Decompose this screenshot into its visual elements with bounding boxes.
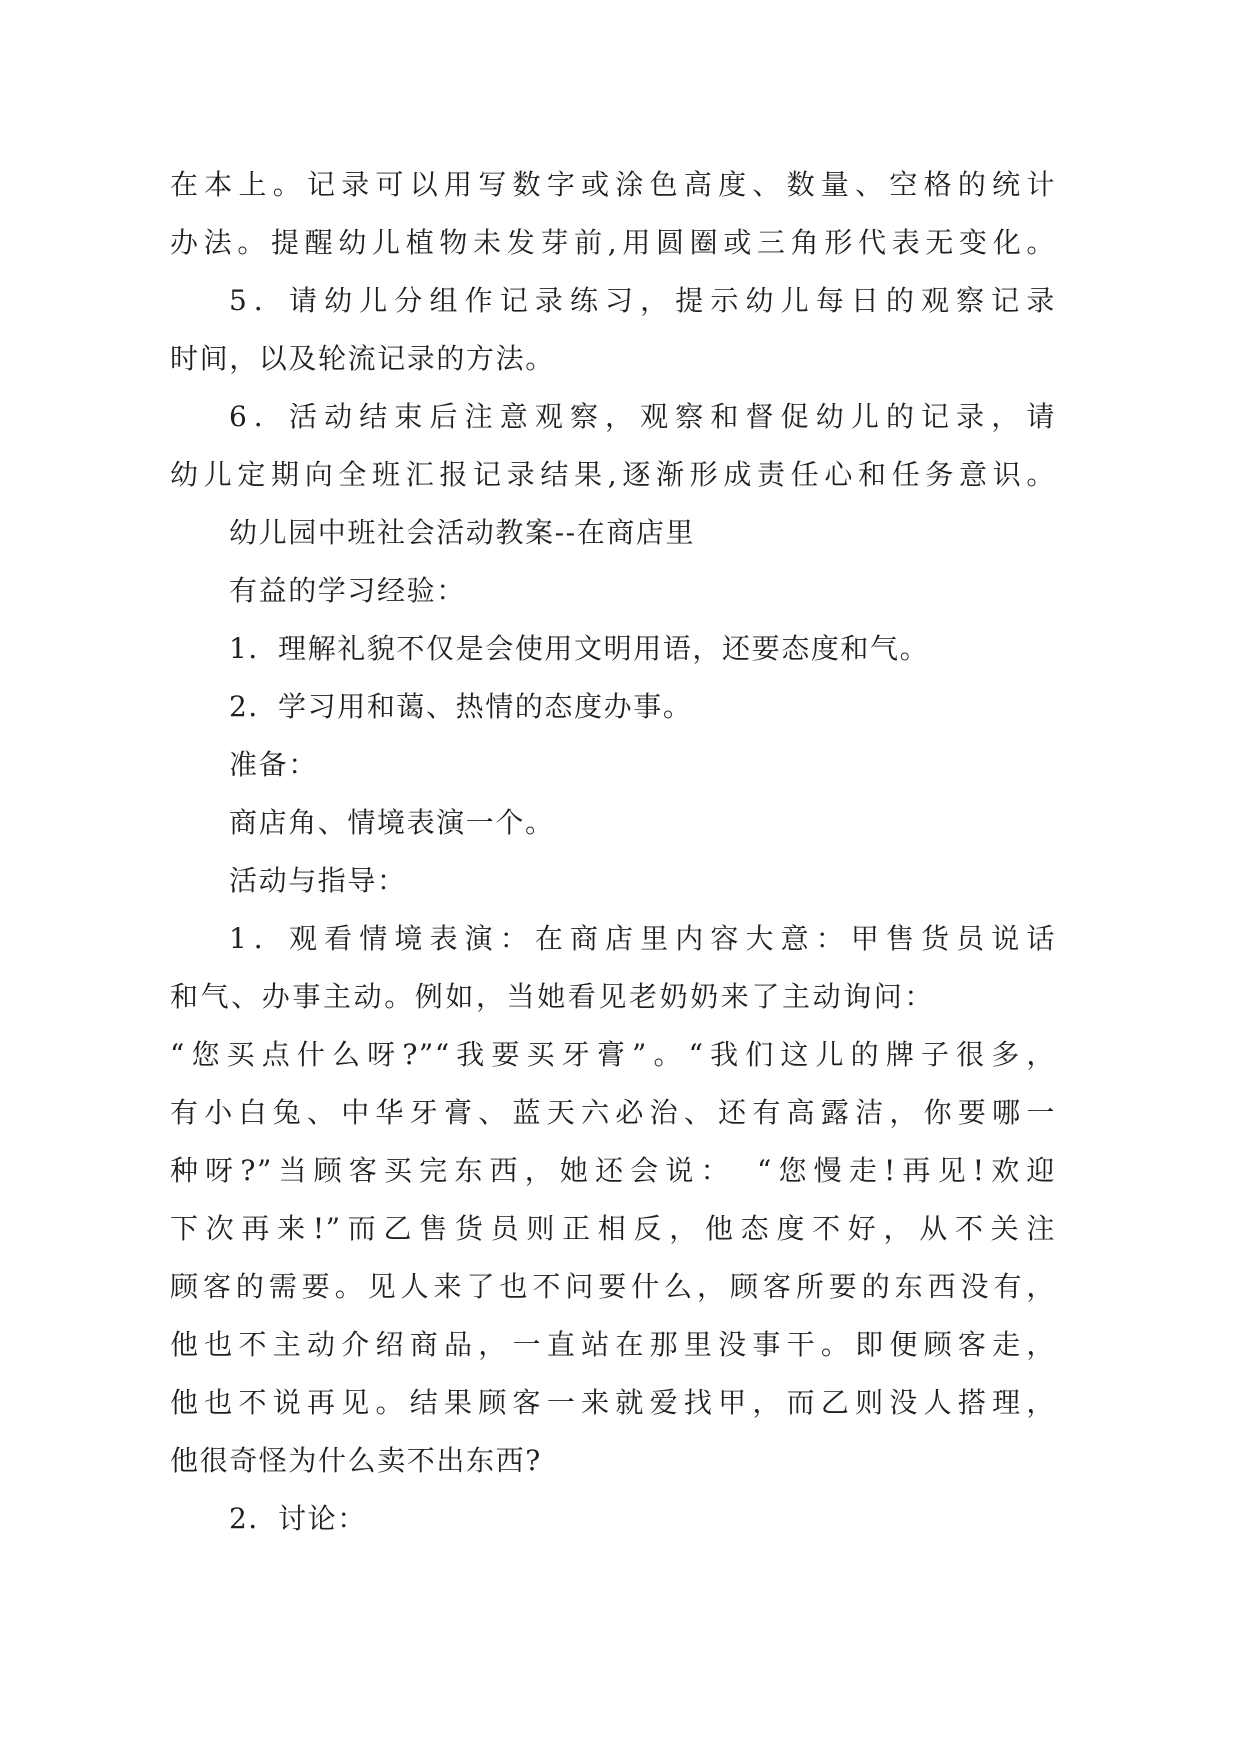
section-heading-learning-experience: 有益的学习经验： <box>229 574 466 607</box>
paragraph-line: 和气、办事主动。例如，当她看见老奶奶来了主动询问： <box>170 980 936 1013</box>
step-6-line: 6．活动结束后注意观察，观察和督促幼儿的记录，请 <box>229 400 1056 433</box>
paragraph-line: 幼儿定期向全班汇报记录结果,逐渐形成责任心和任务意识。 <box>170 458 1056 491</box>
paragraph-line: “您买点什么呀?”“我要买牙膏”。“我们这儿的牌子很多， <box>170 1038 1056 1071</box>
activity-step-2-heading: 2．讨论： <box>229 1502 367 1535</box>
paragraph-line: 他很奇怪为什么卖不出东西? <box>170 1444 542 1477</box>
paragraph-line: 他也不说再见。结果顾客一来就爱找甲，而乙则没人搭理， <box>170 1386 1056 1419</box>
section-heading-preparation: 准备： <box>229 748 318 781</box>
goal-item-2: 2．学习用和蔼、热情的态度办事。 <box>229 690 693 723</box>
document-body <box>170 156 1056 1548</box>
goal-item-1: 1．理解礼貌不仅是会使用文明用语，还要态度和气。 <box>229 632 930 665</box>
paragraph-line: 在本上。记录可以用写数字或涂色高度、数量、空格的统计 <box>170 168 1056 201</box>
step-5-line: 5．请幼儿分组作记录练习，提示幼儿每日的观察记录 <box>229 284 1056 317</box>
activity-step-1-line: 1．观看情境表演：在商店里内容大意：甲售货员说话 <box>229 922 1056 955</box>
lesson-title: 幼儿园中班社会活动教案--在商店里 <box>229 516 696 549</box>
paragraph-line: 办法。提醒幼儿植物未发芽前,用圆圈或三角形代表无变化。 <box>170 226 1056 259</box>
section-heading-activity-guidance: 活动与指导： <box>229 864 407 897</box>
paragraph-line: 下次再来!”而乙售货员则正相反，他态度不好，从不关注 <box>170 1212 1056 1245</box>
paragraph-line: 时间，以及轮流记录的方法。 <box>170 342 555 375</box>
paragraph-line: 有小白兔、中华牙膏、蓝天六必治、还有高露洁，你要哪一 <box>170 1096 1056 1129</box>
preparation-text: 商店角、情境表演一个。 <box>229 806 555 839</box>
paragraph-line: 种呀?”当顾客买完东西，她还会说： “您慢走!再见!欢迎 <box>170 1154 1056 1187</box>
paragraph-line: 他也不主动介绍商品，一直站在那里没事干。即便顾客走， <box>170 1328 1056 1361</box>
paragraph-line: 顾客的需要。见人来了也不问要什么，顾客所要的东西没有， <box>170 1270 1056 1303</box>
